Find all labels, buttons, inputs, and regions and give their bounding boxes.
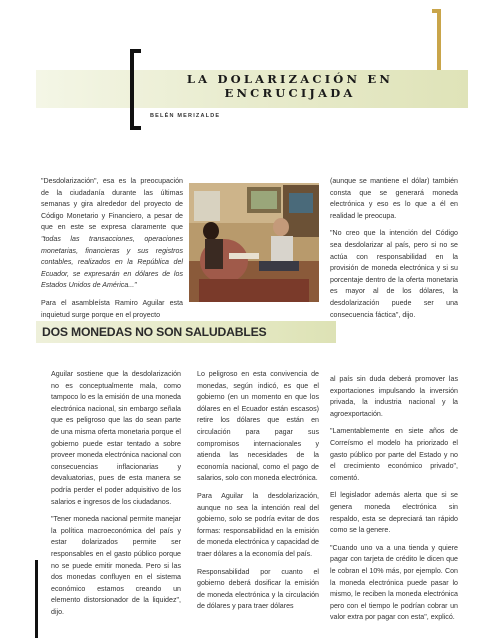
body-column-middle [197, 369, 319, 619]
black-vertical-bar-decoration [35, 560, 38, 638]
body-right-paragraph-3: El legislador además alerta que si se genera moneda electrónica sin respaldo, esta se depreciará tan rápido como se la genere. [330, 491, 458, 535]
black-bracket-decoration [130, 49, 141, 130]
body-left-paragraph-2: "Tener moneda nacional permite manejar la política macroeconómica del país y estar dolarizados permite ser responsables en el gasto público porque no se puede emitir moneda. Pero si las dos monedas confluyen en el sistema económico estamos creando un elemento distorsionador de la liquidez", dijo. [51, 515, 181, 616]
intro-lead-text: "Desdolarización", esa es la preocupación de la ciudadanía durante las últimas semanas y gira alrededor del proyecto de Código Monetario y Financiero, a pesar de que en este se expresa claramente que [41, 177, 183, 232]
article-title [150, 72, 430, 100]
body-left-paragraph-1: Aguilar sostiene que la desdolarización no es conceptualmente mala, como tampoco lo es la emisión de una moneda electrónica nacional, sin embargo señala que es peligroso que las do sean parte de una misma oferta monetaria porque el gobierno puede estar tentado a sobre proveer moneda electrónica nacional con consecuencias inflacionarias y devaluatorias, pues de esta manera se podría perder el poder adquisitivo de los salarios e ingresos de los ciudadanos. [51, 370, 181, 506]
intro-column-left [41, 176, 183, 327]
body-column-left [51, 369, 181, 624]
title-line-2: ENCRUCIJADA [224, 86, 356, 100]
author-byline: BELÉN MERIZALDE [150, 113, 221, 119]
intro-right-paragraph-2: "No creo que la intención del Código sea desdolarizar al país, pero si no se actúa con responsabilidad en la provisión de moneda electrónica y si su porcentaje dentro de la oferta monetaria es mayor al de los dólares, la desdolarización puede ser una consecuencia fáctica", dijo. [330, 229, 458, 319]
section-subheading: DOS MONEDAS NO SON SALUDABLES [42, 325, 267, 339]
body-middle-paragraph-1: Lo peligroso en esta convivencia de monedas, según indicó, es que el gobierno (en un momento en que los dólares en el Ecuador están escasos) retire los dólares que están en circulación para pagar sus compromisos internacionales y atienda las necesidades de la economía nacional, como el pago de salarios, solo con moneda electrónica. [197, 370, 319, 483]
body-right-paragraph-4: "Cuando uno va a una tienda y quiere pagar con tarjeta de crédito le dicen que le cobran el 10% más, por ejemplo. Con la moneda electrónica puede pasar lo mismo, le reciben la moneda electrónica pero con el tiempo le podrían cobrar un valor extra por pagar con esta", explicó. [330, 543, 458, 622]
body-middle-paragraph-2: Para Aguilar la desdolarización, aunque no sea la intención real del gobierno, solo se podría evitar de dos formas: responsabilidad en la emisión de moneda electrónica y capacidad de traer dólares a la economía del país. [197, 491, 319, 558]
intro-paragraph-1 [41, 176, 183, 292]
intro-column-right [330, 176, 458, 327]
body-middle-paragraph-3: Responsabilidad por cuanto el gobierno deberá dosificar la emisión de moneda electrónica y la circulación de dólares y para traer dólares [197, 567, 319, 611]
intro-right-paragraph-1: (aunque se mantiene el dólar) también consta que se generará moneda electrónica y eso es lo que a él en realidad le preocupa. [330, 177, 458, 220]
body-right-paragraph-1: al país sin duda deberá promover las exportaciones impulsando la inversión privada, la industria nacional y la agroexportación. [330, 375, 458, 418]
body-right-paragraph-2: "Lamentablemente en siete años de Correísmo el modelo ha priorizado el gasto público por parte del Estado y no el crecimiento económico privado", comentó. [330, 427, 458, 482]
interview-photo [189, 183, 319, 302]
body-column-right [330, 374, 458, 630]
title-line-1: LA DOLARIZACIÓN EN [186, 72, 394, 86]
intro-quote-italic: "todas las transacciones, operaciones monetarias, financieras y sus registros contables, realizados en la República del Ecuador, se expresarán en dólares de los Estados Unidos de América..." [41, 234, 183, 290]
intro-paragraph-2: Para el asambleísta Ramiro Aguilar esta inquietud surge porque en el proyecto [41, 298, 183, 319]
